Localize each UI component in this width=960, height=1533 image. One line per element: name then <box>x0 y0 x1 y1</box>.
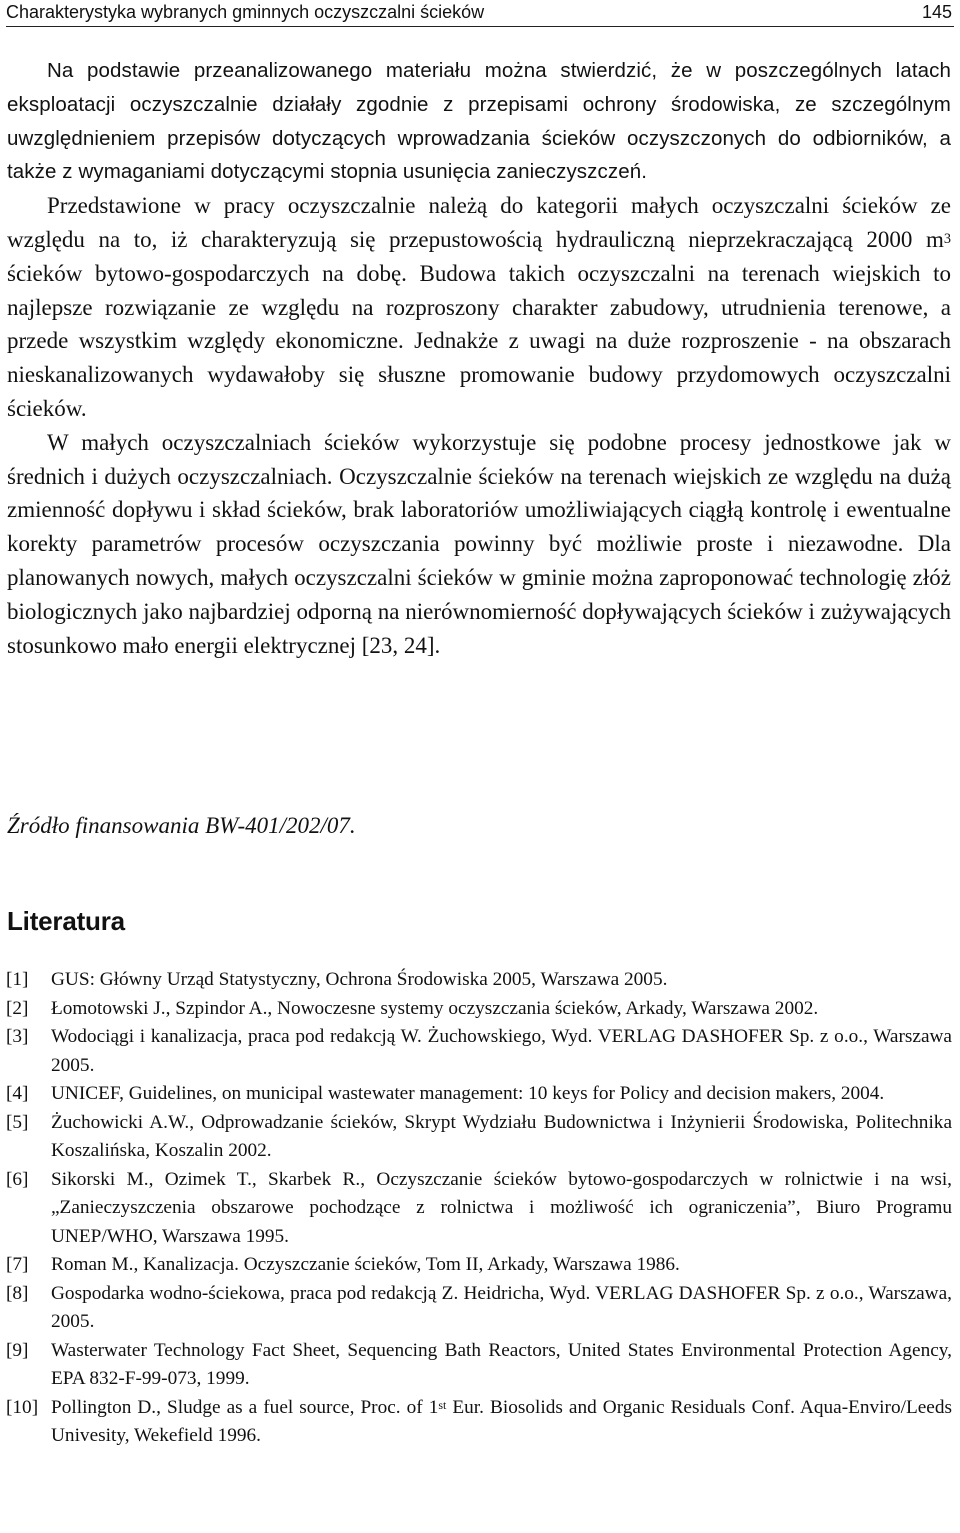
funding-note: Źródło finansowania BW-401/202/07. <box>7 813 356 838</box>
reference-item <box>6 1251 952 1280</box>
page-number: 145 <box>921 2 952 22</box>
reference-number: [4] <box>6 1083 29 1104</box>
paragraph-3: W małych oczyszczalniach ścieków wykorzystuje się podobne procesy jednostkowe jak w średnich i dużych oczyszczalniach. Oczyszczalnie ścieków na terenach wiejskich ze względu na dużą zmienność dopływu i skład ścieków, brak laboratoriów umożliwiających ciągłą kontrolę i ewentualne korekty parametrów procesów oczyszczania powinny być możliwie proste i niezawodne. Dla planowanych nowych, małych oczyszczalni ścieków w gminie można zaproponować technologię złóż biologicznych jako najbardziej odporną na nierównomierność dopływających ścieków i zużywających stosunkowo mało energii elektrycznej [23, 24]. <box>7 429 951 658</box>
reference-text: Gospodarka wodno-ściekowa, praca pod redakcją Z. Heidricha, Wyd. VERLAG DASHOFER Sp. z o.o., Warszawa, 2005. <box>51 1282 952 1332</box>
reference-text: Sikorski M., Ozimek T., Skarbek R., Oczyszczanie ścieków bytowo-gospodarczych w rolnictwie i na wsi, „Zanieczyszczenia obszarowe pochodzące z rolnictwa i możliwość ich ograniczenia”, Biuro Programu UNEP/WHO, Warszawa 1995. <box>51 1168 952 1247</box>
reference-item <box>6 1280 952 1337</box>
reference-text: Roman M., Kanalizacja. Oczyszczanie ścieków, Tom II, Arkady, Warszawa 1986. <box>51 1254 680 1275</box>
reference-list <box>6 966 952 1451</box>
reference-number: [7] <box>6 1254 29 1275</box>
superscript-ordinal: st <box>438 1397 447 1412</box>
literature-heading: Literatura <box>7 906 125 936</box>
reference-text: GUS: Główny Urząd Statystyczny, Ochrona Środowiska 2005, Warszawa 2005. <box>51 969 668 990</box>
reference-text: Żuchowicki A.W., Odprowadzanie ścieków, Skrypt Wydziału Budownictwa i Inżynierii Środowiska, Politechnika Koszalińska, Koszalin 2002. <box>51 1111 952 1161</box>
reference-number: [10] <box>6 1396 39 1418</box>
running-title: Charakterystyka wybranych gminnych oczyszczalni ścieków <box>6 2 485 22</box>
superscript-cubic: 3 <box>943 230 951 247</box>
page-header <box>6 0 954 27</box>
reference-number: [6] <box>6 1168 29 1190</box>
reference-item <box>6 966 952 995</box>
reference-number: [9] <box>6 1339 29 1361</box>
reference-text: UNICEF, Guidelines, on municipal wastewater management: 10 keys for Policy and decision makers, 2004. <box>51 1083 885 1104</box>
reference-number: [3] <box>6 1026 29 1047</box>
body-text <box>7 54 951 662</box>
reference-text: Wasterwater Technology Fact Sheet, Sequencing Bath Reactors, United States Environmental Protection Agency, EPA 832-F-99-073, 1999. <box>51 1339 952 1389</box>
paragraph-2 <box>7 189 951 426</box>
reference-item <box>6 1337 952 1394</box>
reference-item <box>6 1394 952 1451</box>
paragraph-2-text-b: ścieków bytowo-gospodarczych na dobę. Budowa takich oczyszczalni na terenach wiejskich to najlepsze rozwiązanie ze względu na rozproszony charakter zabudowy, utrudnienia terenowe, a przede wszystkim względy ekonomiczne. Jednakże z uwagi na duże rozproszenie - na obszarach nieskanalizowanych wydawałoby się słuszne promowanie budowy przydomowych oczyszczalni ścieków. <box>7 260 951 421</box>
reference-item <box>6 1109 952 1166</box>
reference-item <box>6 995 952 1024</box>
reference-text-b: Eur. Biosolids and Organic Residuals Conf. Aqua-Enviro/Leeds Univesity, Wekefield 1996. <box>51 1396 952 1446</box>
paragraph-1: Na podstawie przeanalizowanego materiału można stwierdzić, że w poszczególnych latach eksploatacji oczyszczalnie działały zgodnie z przepisami ochrony środowiska, ze szczególnym uwzględnieniem przepisów dotyczących wprowadzania ścieków oczyszczonych do odbiorników, a także z wymaganiami dotyczącymi stopnia usunięcia zanieczyszczeń. <box>7 59 951 184</box>
reference-text-a: Pollington D., Sludge as a fuel source, Proc. of 1 <box>51 1396 439 1418</box>
reference-number: [5] <box>6 1111 29 1133</box>
reference-item <box>6 1023 952 1080</box>
reference-item <box>6 1080 952 1109</box>
reference-number: [1] <box>6 969 29 990</box>
paragraph-2-text-a: Przedstawione w pracy oczyszczalnie należą do kategorii małych oczyszczalni ścieków ze względu na to, iż charakteryzują się przepustowością hydrauliczną nieprzekraczającą 2000 m <box>7 193 951 252</box>
reference-number: [2] <box>6 997 29 1019</box>
reference-text: Wodociągi i kanalizacja, praca pod redakcją W. Żuchowskiego, Wyd. VERLAG DASHOFER Sp. z o.o., Warszawa 2005. <box>51 1026 952 1076</box>
reference-number: [8] <box>6 1282 29 1304</box>
reference-item <box>6 1166 952 1252</box>
reference-text: Łomotowski J., Szpindor A., Nowoczesne systemy oczyszczania ścieków, Arkady, Warszawa 2002. <box>51 997 819 1019</box>
